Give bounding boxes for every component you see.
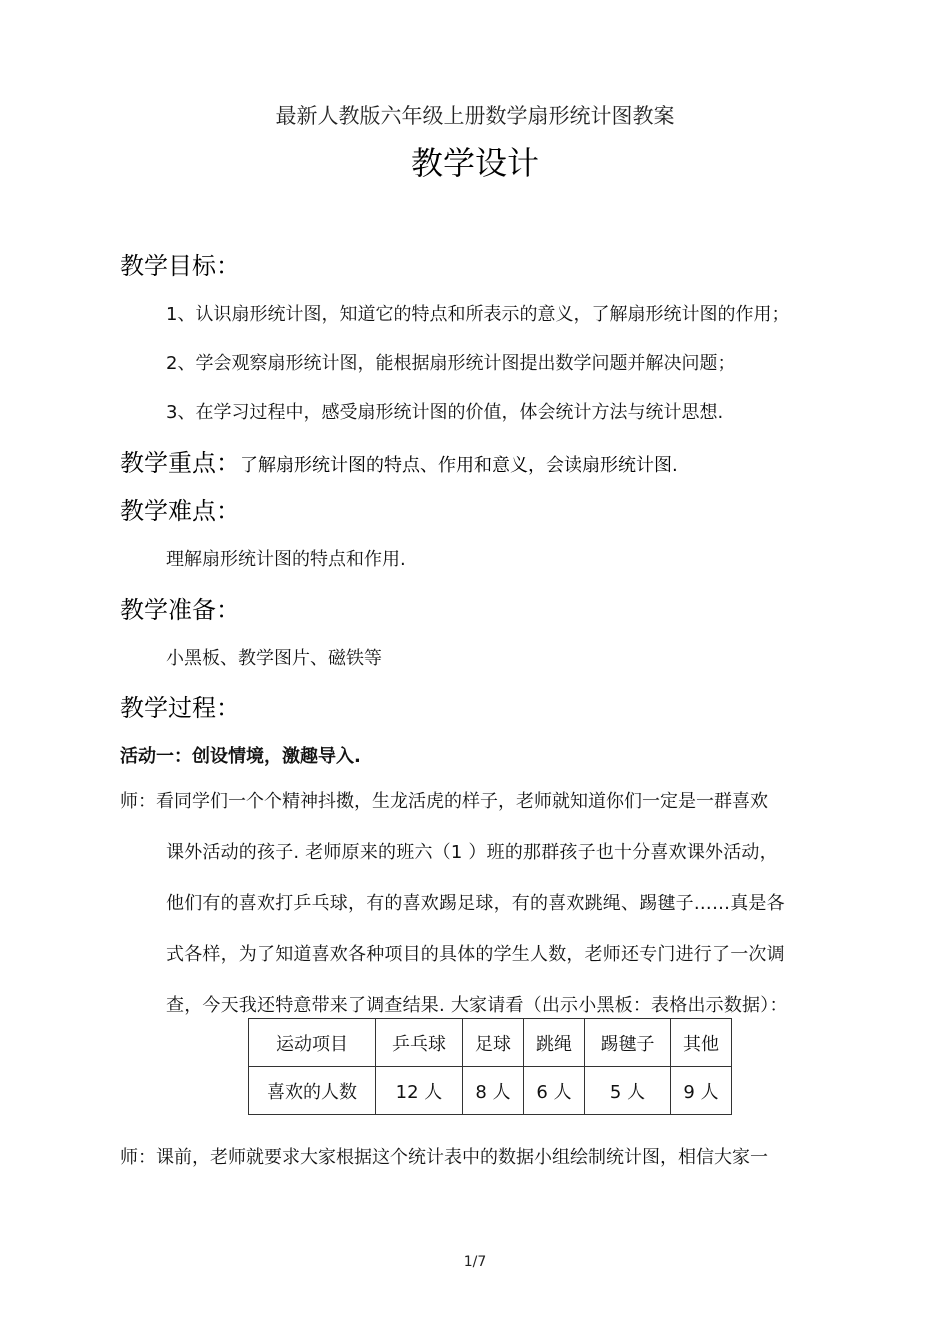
table-cell: 喜欢的人数 <box>249 1067 376 1115</box>
difficulty-text: 理解扇形统计图的特点和作用. <box>166 549 406 570</box>
document-heading: 教学设计 <box>410 144 539 182</box>
page-number: 1/7 <box>463 1254 487 1270</box>
table-cell: 其他 <box>671 1019 732 1067</box>
process-label: 教学过程： <box>120 694 240 722</box>
table-cell: 跳绳 <box>524 1019 585 1067</box>
paragraph-line: 查，今天我还特意带来了调查结果. 大家请看（出示小黑板：表格出示数据）： <box>166 995 788 1016</box>
paragraph-line: 他们有的喜欢打乒乓球，有的喜欢踢足球，有的喜欢跳绳、踢毽子……真是各 <box>166 893 785 914</box>
key-points-text: 了解扇形统计图的特点、作用和意义，会读扇形统计图. <box>240 455 678 476</box>
preparation-label: 教学准备： <box>120 596 240 624</box>
table-cell: 6 人 <box>524 1067 585 1115</box>
difficulty-label: 教学难点： <box>120 497 240 525</box>
key-points-label: 教学重点： <box>120 449 240 477</box>
activity-1-heading: 活动一：创设情境，激趣导入. <box>120 746 361 767</box>
paragraph-line: 式各样，为了知道喜欢各种项目的具体的学生人数，老师还专门进行了一次调 <box>166 944 785 965</box>
table-header-row <box>249 1019 732 1067</box>
teacher-paragraph-2: 师：课前，老师就要求大家根据这个统计表中的数据小组绘制统计图，相信大家一 <box>120 1147 768 1168</box>
objective-item-2: 2、学会观察扇形统计图，能根据扇形统计图提出数学问题并解决问题； <box>166 353 736 374</box>
table-cell: 乒乓球 <box>376 1019 463 1067</box>
table-cell: 9 人 <box>671 1067 732 1115</box>
preparation-text: 小黑板、教学图片、磁铁等 <box>166 648 382 669</box>
table-cell: 运动项目 <box>249 1019 376 1067</box>
table-cell: 12 人 <box>376 1067 463 1115</box>
sports-preference-table <box>248 1018 732 1115</box>
table-cell: 足球 <box>463 1019 524 1067</box>
table-cell: 踢毽子 <box>585 1019 671 1067</box>
objectives-label: 教学目标： <box>120 252 240 280</box>
table-row <box>249 1067 732 1115</box>
key-points-section <box>120 443 678 478</box>
table-cell: 8 人 <box>463 1067 524 1115</box>
document-title: 最新人教版六年级上册数学扇形统计图教案 <box>275 104 675 128</box>
paragraph-line: 师：看同学们一个个精神抖擞，生龙活虎的样子，老师就知道你们一定是一群喜欢 <box>120 791 768 812</box>
objective-item-1: 1、认识扇形统计图，知道它的特点和所表示的意义，了解扇形统计图的作用； <box>166 304 790 325</box>
teacher-paragraph-1 <box>120 776 860 1031</box>
paragraph-line: 课外活动的孩子. 老师原来的班六（1 ）班的那群孩子也十分喜欢课外活动， <box>166 842 778 863</box>
objective-item-3: 3、在学习过程中，感受扇形统计图的价值，体会统计方法与统计思想. <box>166 402 724 423</box>
table-cell: 5 人 <box>585 1067 671 1115</box>
